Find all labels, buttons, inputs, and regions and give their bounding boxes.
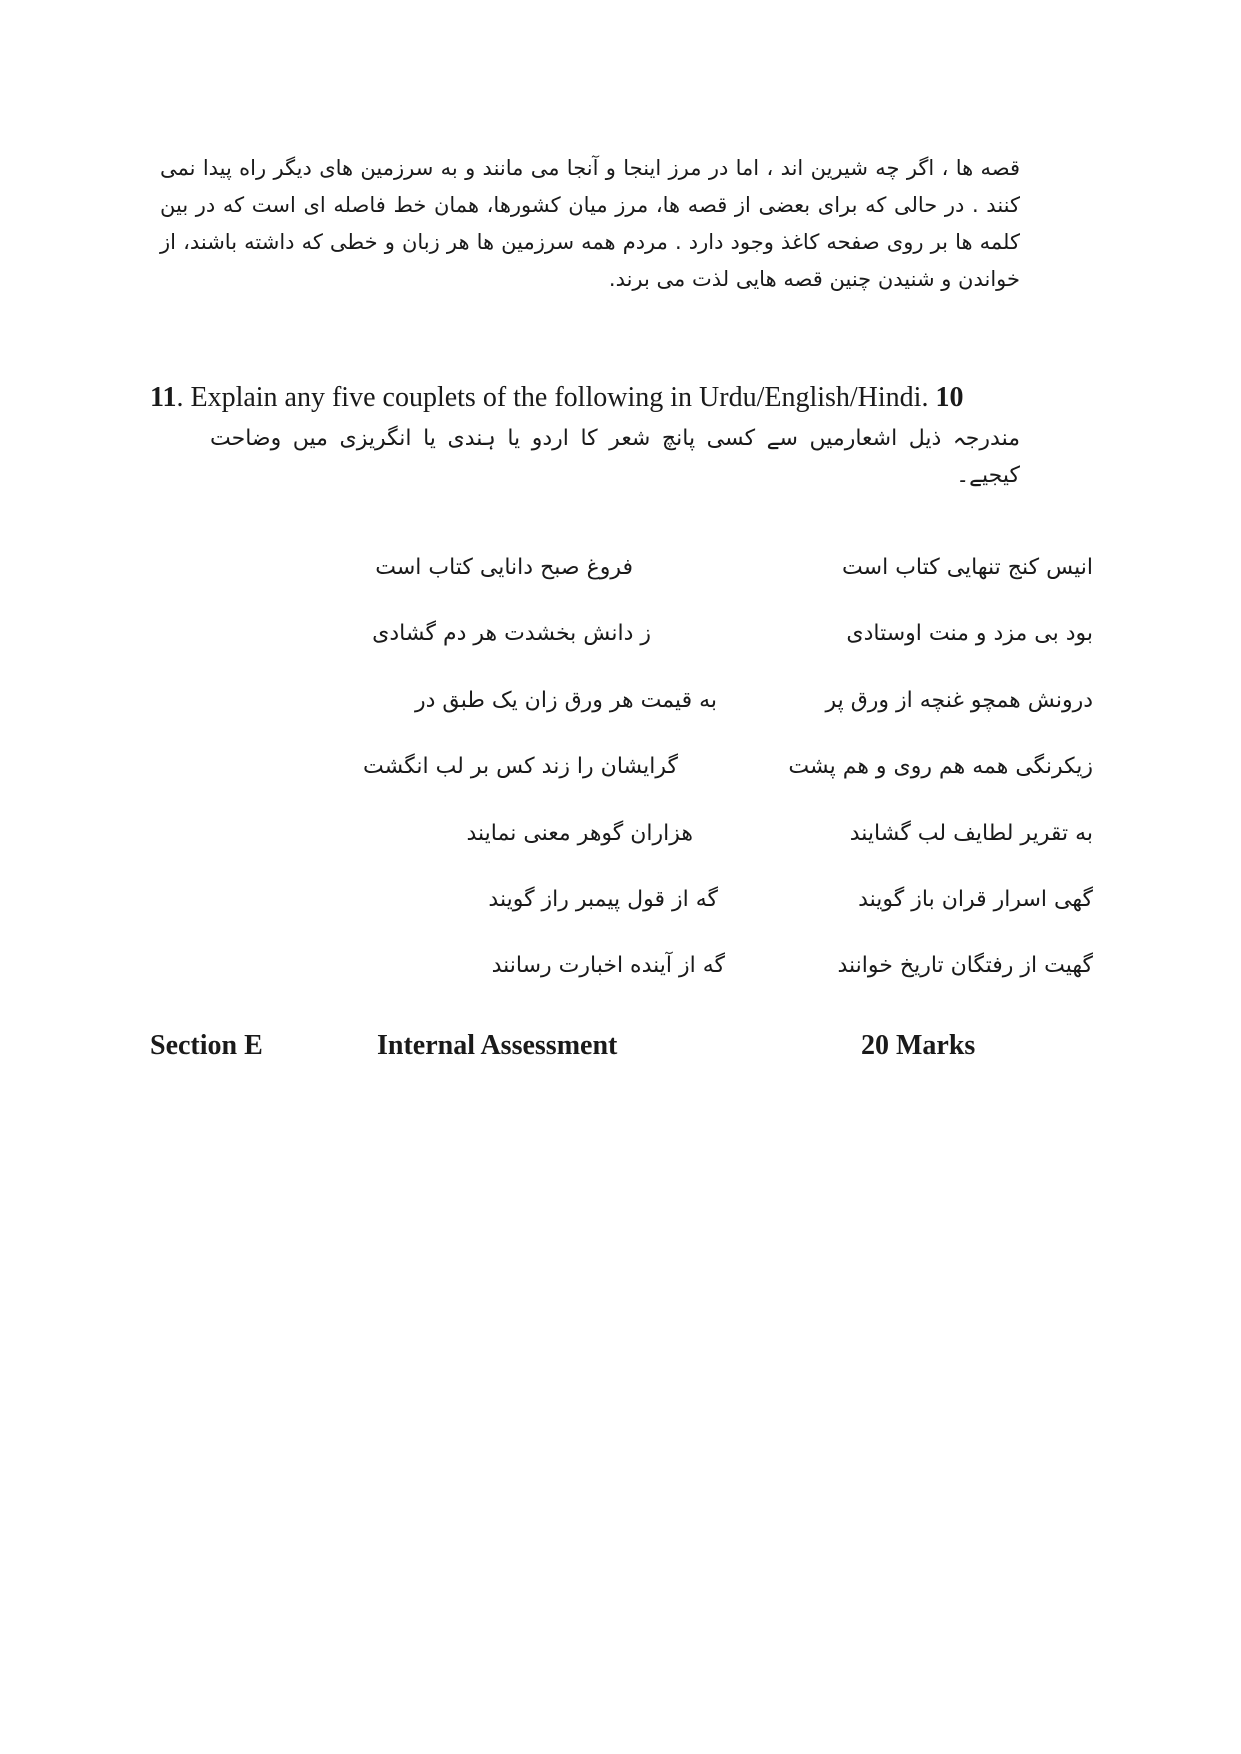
couplet-5-second: هزاران گوهر معنی نمایند — [466, 821, 693, 846]
question-text: . Explain any five couplets of the following in Urdu/English/Hindi. — [176, 382, 929, 413]
couplet-1-first: انیس کنج تنهایی کتاب است — [842, 555, 1093, 580]
couplet-2-second: ز دانش بخشدت هر دم گشادی — [372, 621, 651, 646]
couplet-7-second: گه از آینده اخبارت رسانند — [491, 953, 725, 978]
couplet-4-first: زیکرنگی همه هم روی و هم پشت — [788, 754, 1093, 779]
couplet-5-first: به تقریر لطایف لب گشایند — [849, 821, 1093, 846]
couplet-6-first: گهی اسرار قران باز گویند — [858, 887, 1093, 912]
question-number: 11 — [150, 382, 177, 413]
couplet-3-first: درونش همچو غنچه از ورق پر — [825, 688, 1093, 713]
section-marks: 20 Marks — [861, 1030, 976, 1061]
question-marks: 10 — [935, 382, 964, 413]
couplet-6-second: گه از قول پیمبر راز گویند — [488, 887, 718, 912]
couplet-1-second: فروغ صبح دانایی کتاب است — [375, 555, 633, 580]
section-label: Section E — [150, 1030, 263, 1061]
urdu-instruction: مندرجہ ذیل اشعارمیں سے کسی پانچ شعر کا اردو یا ہندی یا انگریزی میں وضاحت کیجیے۔ — [210, 426, 1020, 488]
couplet-4-second: گرایشان را زند کس بر لب انگشت — [362, 754, 678, 779]
couplet-7-first: گهیت از رفتگان تاریخ خوانند — [837, 953, 1093, 978]
section-title: Internal Assessment — [377, 1030, 618, 1061]
couplet-3-second: به قیمت هر ورق زان یک طبق در — [414, 688, 717, 713]
couplet-2-first: بود بی مزد و منت اوستادی — [846, 621, 1093, 646]
persian-passage: قصه ها ، اگر چه شیرین اند ، اما در مرز اینجا و آنجا می مانند و به سرزمین های دیگر راه پیدا نمی کنند . در حالی که برای بعضی از قصه ها، مرز میان کشورها، همان خط فاصله ای است که در بین کلمه ها بر روی صفحه کاغذ وجود دارد . مردم همه سرزمین ها هر زبان و خطی که داشته باشند، از خواندن و شنیدن چنین قصه هایی لذت می برند. — [160, 156, 1020, 291]
